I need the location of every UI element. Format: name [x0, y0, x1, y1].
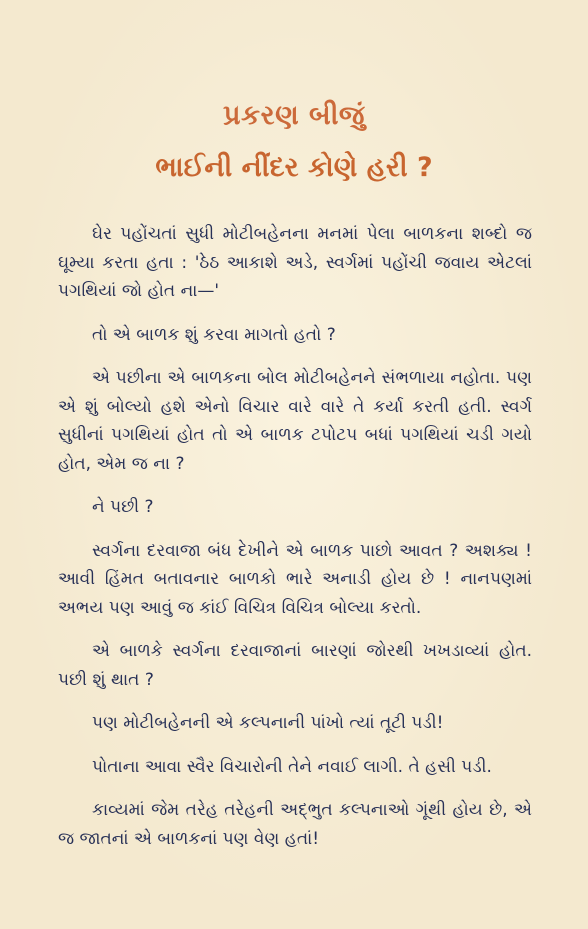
chapter-title: પ્રકરણ બીજું	[223, 100, 365, 131]
paragraph: એ બાળકે સ્વર્ગના દરવાજાનાં બારણાં જોરથી ખખડાવ્યાં હોત. પછી શું થાત ?	[58, 641, 532, 690]
paragraph: સ્વર્ગના દરવાજા બંધ દેખીને એ બાળક પાછો આવત ? અશક્ય ! આવી હિંમત બતાવનાર બાળકો ભારે અનાડી હોય છે ! નાનપણમાં અભય પણ આવું જ કાંઈ વિચિત્ર વિચિત્ર બોલ્યા કરતો.	[58, 540, 532, 618]
paragraph: કાવ્યમાં જેમ તરેહ તરેહની અદ્ભુત કલ્પનાઓ ગૂંથી હોય છે, એ જ જાતનાં એ બાળકનાં પણ વેણ હતાં!	[58, 800, 532, 849]
paragraph: તો એ બાળક શું કરવા માગતો હતો ?	[92, 324, 336, 345]
chapter-body	[58, 220, 532, 868]
paragraph: એ પછીના એ બાળકના બોલ મોટીબહેનને સંભળાયા નહોતા. પણ એ શું બોલ્યો હશે એનો વિચાર વારે વારે તે કર્યા કરતી હતી. સ્વર્ગ સુધીનાં પગથિયાં હોત તો એ બાળક ટપોટપ બધાં પગથિયાં ચડી ગયો હોત, એમ જ ના ?	[58, 368, 532, 474]
chapter-subtitle: ભાઈની નીંદર કોણે હરી ?	[155, 152, 433, 183]
paragraph: પોતાના આવા સ્વૈર વિચારોની તેને નવાઈ લાગી. તે હસી પડી.	[92, 756, 492, 777]
paragraph: ને પછી ?	[92, 497, 154, 517]
paragraph: ઘેર પહોંચતાં સુધી મોટીબહેનના મનમાં પેલા બાળકના શબ્દો જ ઘૂમ્યા કરતા હતા : 'ઠેઠ આકાશે અડે, સ્વર્ગમાં પહોંચી જવાય એટલાં પગથિયાં જો હોત ના—'	[58, 224, 532, 301]
paragraph: પણ મોટીબહેનની એ કલ્પનાની પાંખો ત્યાં તૂટી પડી!	[92, 713, 444, 733]
